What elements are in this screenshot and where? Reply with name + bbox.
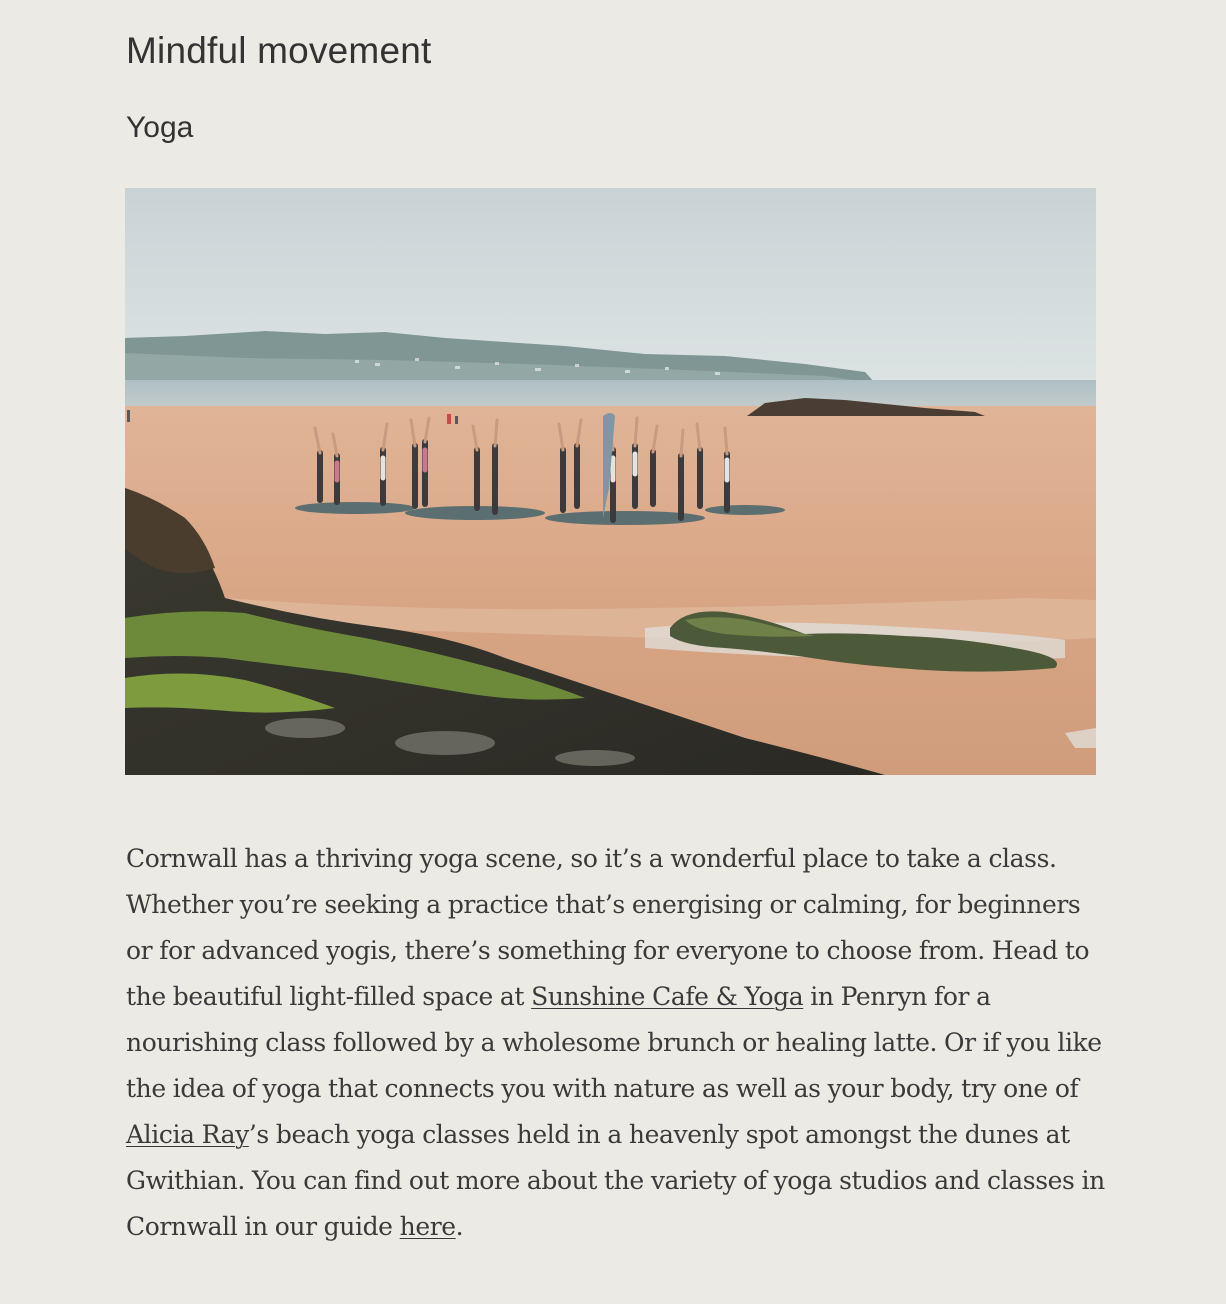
paragraph-text-2: in Penryn for a nourishing class followed by a wholesome brunch or healing latte. Or if you like the idea of yoga that connects you with nature as well as your body, try one of xyxy=(126,982,1102,1103)
paragraph-text-3: ’s beach yoga classes held in a heavenly spot amongst the dunes at Gwithian. You can find out more about the variety of yoga studios and classes in Cornwall in our guide xyxy=(126,1120,1105,1241)
subsection-title: Yoga xyxy=(126,111,194,144)
beach-yoga-photo xyxy=(125,188,1096,775)
guide-here-link[interactable]: here xyxy=(399,1212,456,1241)
paragraph-text-1: Cornwall has a thriving yoga scene, so it’s a wonderful place to take a class. Whether you’re seeking a practice that’s energising or calming, for beginners or for advanced yogis, there’s something for everyone to choose from. Head to the beautiful light-filled space at xyxy=(126,844,1090,1011)
alicia-ray-link[interactable]: Alicia Ray xyxy=(126,1120,249,1149)
section-title: Mindful movement xyxy=(126,30,432,71)
article-paragraph xyxy=(126,836,1106,1250)
sunshine-cafe-yoga-link[interactable]: Sunshine Cafe & Yoga xyxy=(531,982,804,1011)
paragraph-text-4: . xyxy=(455,1212,464,1241)
